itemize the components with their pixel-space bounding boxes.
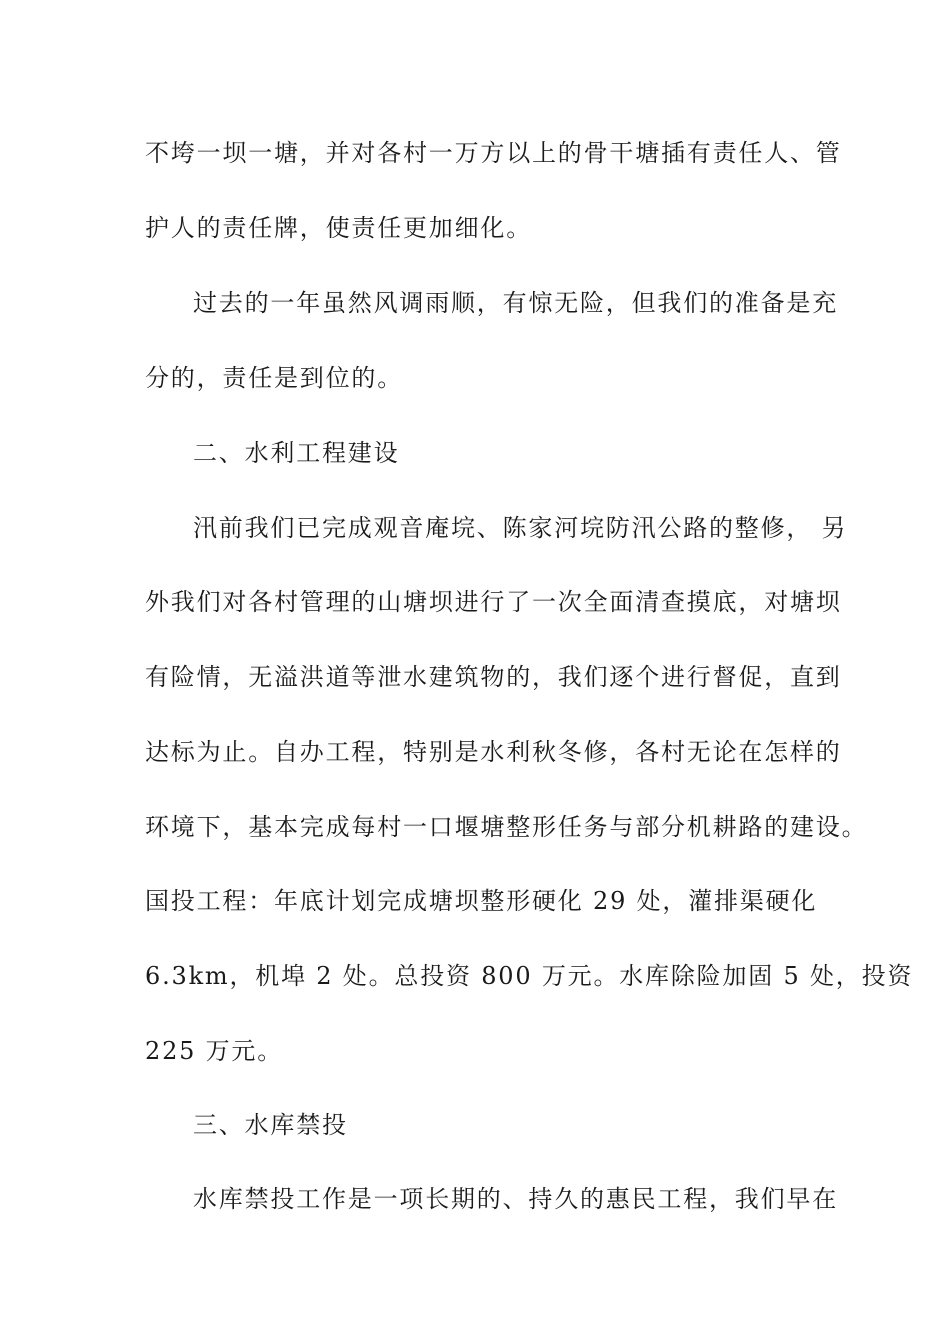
paragraph-line: 水库禁投工作是一项长期的、持久的惠民工程，我们早在 [193,1185,838,1213]
paragraph-line: 有险情，无溢洪道等泄水建筑物的，我们逐个进行督促，直到 [145,663,842,691]
section-heading: 二、水利工程建设 [193,439,400,467]
paragraph-line: 225 万元。 [145,1037,284,1065]
paragraph-line: 6.3km，机埠 2 处。总投资 800 万元。水库除险加固 5 处，投资 [145,962,914,990]
paragraph-line: 分的，责任是到位的。 [145,364,403,392]
paragraph-line: 护人的责任牌，使责任更加细化。 [145,214,532,242]
paragraph-line: 外我们对各村管理的山塘坝进行了一次全面清查摸底，对塘坝 [145,588,842,616]
paragraph-line: 国投工程：年底计划完成塘坝整形硬化 29 处，灌排渠硬化 [145,887,818,915]
paragraph-line: 环境下，基本完成每村一口堰塘整形任务与部分机耕路的建设。 [145,813,868,841]
paragraph-line: 过去的一年虽然风调雨顺，有惊无险，但我们的准备是充 [193,289,838,317]
section-heading: 三、水库禁投 [193,1111,348,1139]
paragraph-line: 不垮一坝一塘，并对各村一万方以上的骨干塘插有责任人、管 [145,139,842,167]
paragraph-line: 汛前我们已完成观音庵垸、陈家河垸防汛公路的整修， 另 [193,514,848,542]
paragraph-line: 达标为止。自办工程，特别是水利秋冬修，各村无论在怎样的 [145,738,842,766]
